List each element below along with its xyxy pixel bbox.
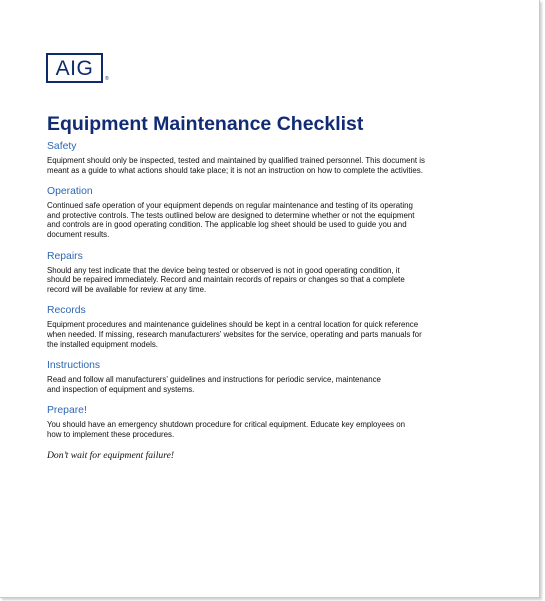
section-heading: Operation xyxy=(47,186,93,198)
section-heading: Safety xyxy=(47,141,77,152)
paragraph-line: when needed. If missing, research manufacturers’ websites for the service, operating and parts manuals for xyxy=(47,329,422,339)
paragraph-line: record will be available for review at any time. xyxy=(47,284,207,294)
paragraph-line: should be repaired immediately. Record and maintain records of repairs or changes so that a complete xyxy=(47,275,405,285)
section-paragraph xyxy=(47,375,487,394)
section-paragraph xyxy=(47,320,487,349)
paragraph-line: document results. xyxy=(47,229,110,239)
document-content xyxy=(47,113,487,462)
section-repairs xyxy=(47,250,487,295)
section-paragraph xyxy=(47,420,487,439)
section-paragraph xyxy=(47,266,487,295)
aig-logo xyxy=(46,53,103,83)
paragraph-line: and protective controls. The tests outlined below are designed to determine whether or not the equipment xyxy=(47,210,415,220)
section-instructions xyxy=(47,359,487,394)
section-safety xyxy=(47,140,487,175)
paragraph-line: and inspection of equipment and systems. xyxy=(47,384,195,394)
section-heading: Records xyxy=(47,305,86,317)
section-paragraph xyxy=(47,156,487,175)
section-heading: Instructions xyxy=(47,360,101,372)
section-heading: Repairs xyxy=(47,250,83,262)
paragraph-line: Equipment should only be inspected, tested and maintained by qualified trained personnel. This document is xyxy=(47,156,425,165)
paragraph-line: Read and follow all manufacturers’ guidelines and instructions for periodic service, maintenance xyxy=(47,375,381,385)
paragraph-line: the installed equipment models. xyxy=(47,339,158,349)
paragraph-line: meant as a guide to what actions should take place; it is not an instruction on how to complete the activities. xyxy=(47,165,423,175)
paragraph-line: Should any test indicate that the device being tested or observed is not in good operating condition, it xyxy=(47,265,400,275)
paragraph-line: Continued safe operation of your equipment depends on regular maintenance and testing of its operating xyxy=(47,201,413,211)
paragraph-line: and controls are in good operating condition. The applicable log sheet should be used to guide you and xyxy=(47,220,407,230)
section-records xyxy=(47,304,487,349)
logo-text: AIG xyxy=(55,56,94,80)
paragraph-line: Equipment procedures and maintenance guidelines should be kept in a central location for quick reference xyxy=(47,320,419,330)
document-title: Equipment Maintenance Checklist xyxy=(47,113,364,135)
closing-statement: Don’t wait for equipment failure! xyxy=(47,449,175,461)
section-heading: Prepare! xyxy=(47,405,87,417)
section-prepare xyxy=(47,404,487,439)
section-paragraph xyxy=(47,201,487,239)
paragraph-line: You should have an emergency shutdown procedure for critical equipment. Educate key employees on xyxy=(47,420,406,430)
registered-mark: ® xyxy=(105,76,109,82)
section-operation xyxy=(47,185,487,239)
paragraph-line: how to implement these procedures. xyxy=(47,429,175,439)
